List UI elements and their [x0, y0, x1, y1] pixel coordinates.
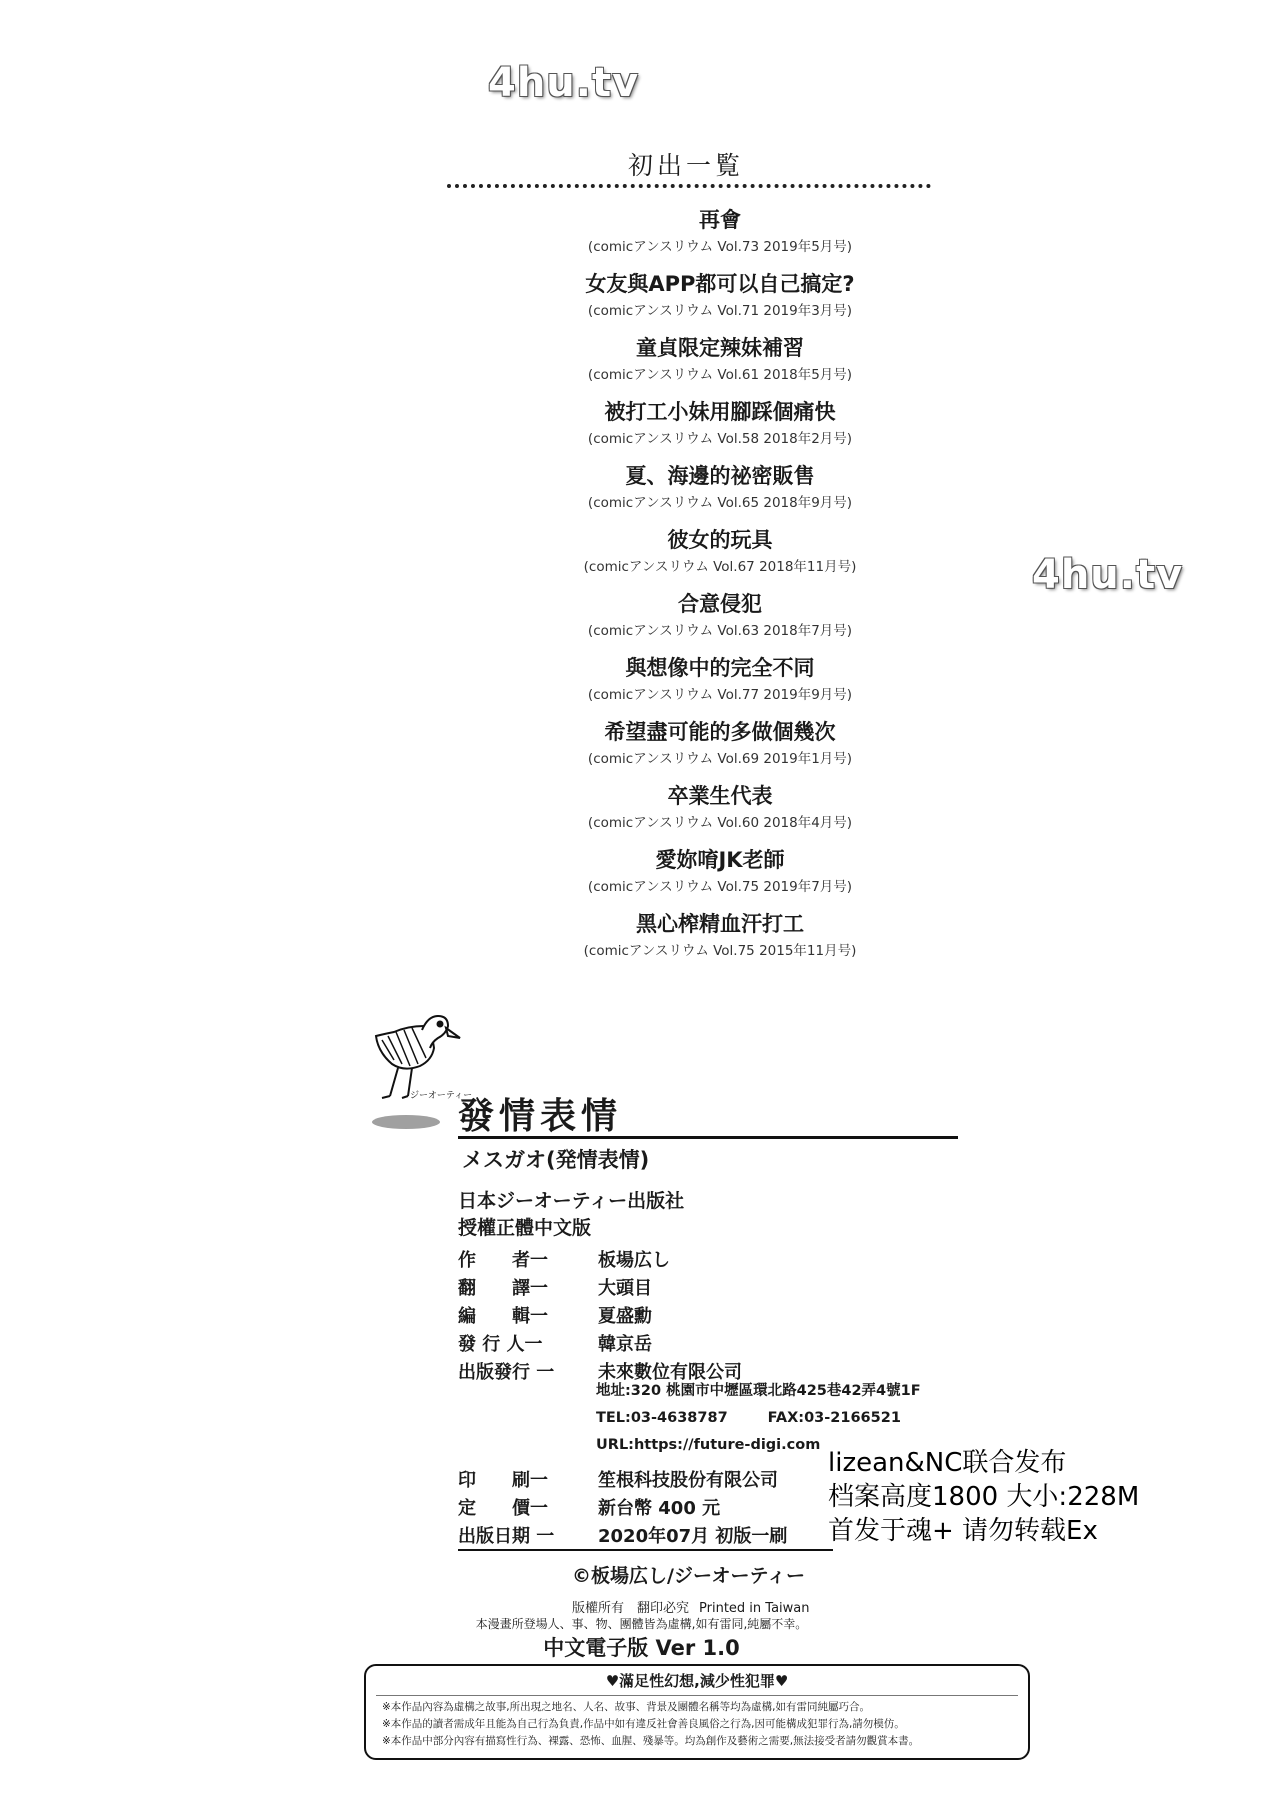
work-source: (comicアンスリウム Vol.58 2018年2月号) [587, 431, 853, 447]
book-title: 發情表情 [458, 1096, 623, 1137]
credit-label: 作 者一 [458, 1250, 548, 1271]
work-item [480, 396, 960, 460]
credit-label: 發 行 人一 [458, 1334, 543, 1355]
credit-value: 大頭目 [598, 1278, 652, 1299]
publisher-block [458, 1188, 684, 1242]
credit-label: 翻 譯一 [458, 1278, 548, 1299]
credit-label: 定 價一 [458, 1498, 548, 1519]
work-source: (comicアンスリウム Vol.71 2019年3月号) [587, 303, 853, 319]
notice-divider [376, 1695, 1018, 1696]
dotted-divider [447, 184, 931, 188]
work-item [480, 332, 960, 396]
original-title: メスガオ(発情表情) [462, 1148, 650, 1172]
work-item [480, 780, 960, 844]
work-title: 彼女的玩具 [667, 528, 773, 552]
title-underline [458, 1136, 958, 1139]
print-info-list [458, 1467, 787, 1551]
credit-row [458, 1523, 787, 1551]
notice-line: ※本作品中部分內容有描寫性行為、裸露、恐怖、血腥、殘暴等。均為創作及藝術之需要,無法接受者請勿觀賞本書。 [382, 1735, 920, 1747]
notice-heading: ♥滿足性幻想,減少性犯罪♥ [605, 1672, 789, 1690]
work-item [480, 908, 960, 972]
tel: TEL:03-4638787 [596, 1410, 728, 1426]
credit-row [458, 1495, 787, 1523]
works-list [480, 204, 960, 972]
work-item [480, 268, 960, 332]
credit-value: 夏盛勳 [598, 1306, 652, 1327]
work-title: 合意侵犯 [678, 592, 762, 616]
credit-value: 板場広し [598, 1250, 670, 1271]
work-source: (comicアンスリウム Vol.73 2019年5月号) [587, 239, 853, 255]
release-line: lizean&NC联合发布 [828, 1448, 1067, 1478]
work-title: 再會 [699, 208, 741, 232]
release-note [828, 1446, 1139, 1548]
fiction-disclaimer: 本漫畫所登場人、事、物、團體皆為虛構,如有雷同,純屬不幸。 [475, 1617, 808, 1631]
work-source: (comicアンスリウム Vol.77 2019年9月号) [587, 687, 853, 703]
phone-line [596, 1405, 921, 1432]
publisher-name: 日本ジーオーティー出版社 [458, 1190, 685, 1212]
credit-value: 未來數位有限公司 [598, 1362, 742, 1383]
watermark: 4hu.tv [1032, 552, 1184, 598]
edition-version: 中文電子版 Ver 1.0 [543, 1636, 740, 1660]
work-item [480, 204, 960, 268]
first-appearance-heading: 初出一覧 [628, 151, 745, 180]
work-title: 童貞限定辣妹補習 [636, 336, 804, 360]
credit-label: 出版日期 一 [458, 1526, 555, 1547]
work-source: (comicアンスリウム Vol.75 2019年7月号) [587, 879, 853, 895]
work-source: (comicアンスリウム Vol.69 2019年1月号) [587, 751, 853, 767]
notice-line: ※本作品的讀者需成年且能為自己行為負責,作品中如有違反社會善良風俗之行為,因可能構成犯罪行為,請勿模仿。 [382, 1718, 905, 1730]
work-item [480, 460, 960, 524]
license-note: 授權正體中文版 [458, 1217, 592, 1239]
work-item [480, 652, 960, 716]
copyright: ©板場広し/ジーオーティー [572, 1565, 806, 1587]
work-source: (comicアンスリウム Vol.75 2015年11月号) [583, 943, 857, 959]
work-title: 卒業生代表 [667, 784, 773, 808]
work-item [480, 524, 960, 588]
credit-label: 出版發行 一 [458, 1362, 555, 1383]
credit-row [458, 1331, 742, 1359]
work-source: (comicアンスリウム Vol.60 2018年4月号) [587, 815, 853, 831]
fax: FAX:03-2166521 [767, 1410, 901, 1426]
release-line: 档案高度1800 大小:228M [828, 1482, 1140, 1512]
credits-list [458, 1247, 742, 1387]
credit-value: 笙根科技股份有限公司 [598, 1470, 778, 1491]
rights-line [572, 1597, 810, 1616]
work-title: 被打工小妹用腳踩個痛快 [604, 400, 836, 424]
credit-value: 新台幣 400 元 [598, 1498, 721, 1519]
watermark: 4hu.tv [488, 60, 640, 106]
release-line: 首发于魂+ 请勿转载Ex [828, 1516, 1098, 1546]
work-title: 希望盡可能的多做個幾次 [604, 720, 836, 744]
work-title: 夏、海邊的祕密販售 [625, 464, 815, 488]
work-title: 女友與APP都可以自己搞定? [585, 272, 855, 296]
notice-box [364, 1664, 1030, 1760]
rights-reserved: 版權所有 翻印必究 [572, 1601, 690, 1616]
credit-row [458, 1303, 742, 1331]
credit-row [458, 1247, 742, 1275]
url-line: URL:https://future-digi.com [596, 1437, 821, 1453]
notice-line: ※本作品內容為虛構之故事,所出現之地名、人名、故事、背景及團體名稱等均為虛構,如有雷同純屬巧合。 [382, 1701, 870, 1713]
credit-value: 韓京岳 [598, 1334, 652, 1355]
address-line: 地址:320 桃園市中壢區環北路425巷42弄4號1F [596, 1383, 921, 1399]
credit-row [458, 1275, 742, 1303]
work-title: 愛妳唷JK老師 [655, 848, 785, 872]
printed-in: Printed in Taiwan [699, 1601, 810, 1616]
credits-underline [458, 1549, 833, 1551]
work-item [480, 844, 960, 908]
work-source: (comicアンスリウム Vol.67 2018年11月号) [583, 559, 857, 575]
credit-value: 2020年07月 初版一刷 [598, 1526, 788, 1547]
work-title: 與想像中的完全不同 [625, 656, 815, 680]
credit-label: 印 刷一 [458, 1470, 548, 1491]
work-item [480, 588, 960, 652]
work-source: (comicアンスリウム Vol.61 2018年5月号) [587, 367, 853, 383]
credit-row [458, 1467, 787, 1495]
work-title: 黑心榨精血汗打工 [636, 912, 804, 936]
work-source: (comicアンスリウム Vol.65 2018年9月号) [587, 495, 853, 511]
logo-caption: ジーオーティー [410, 1091, 473, 1101]
work-item [480, 716, 960, 780]
credit-label: 編 輯一 [458, 1306, 548, 1327]
work-source: (comicアンスリウム Vol.63 2018年7月号) [587, 623, 853, 639]
